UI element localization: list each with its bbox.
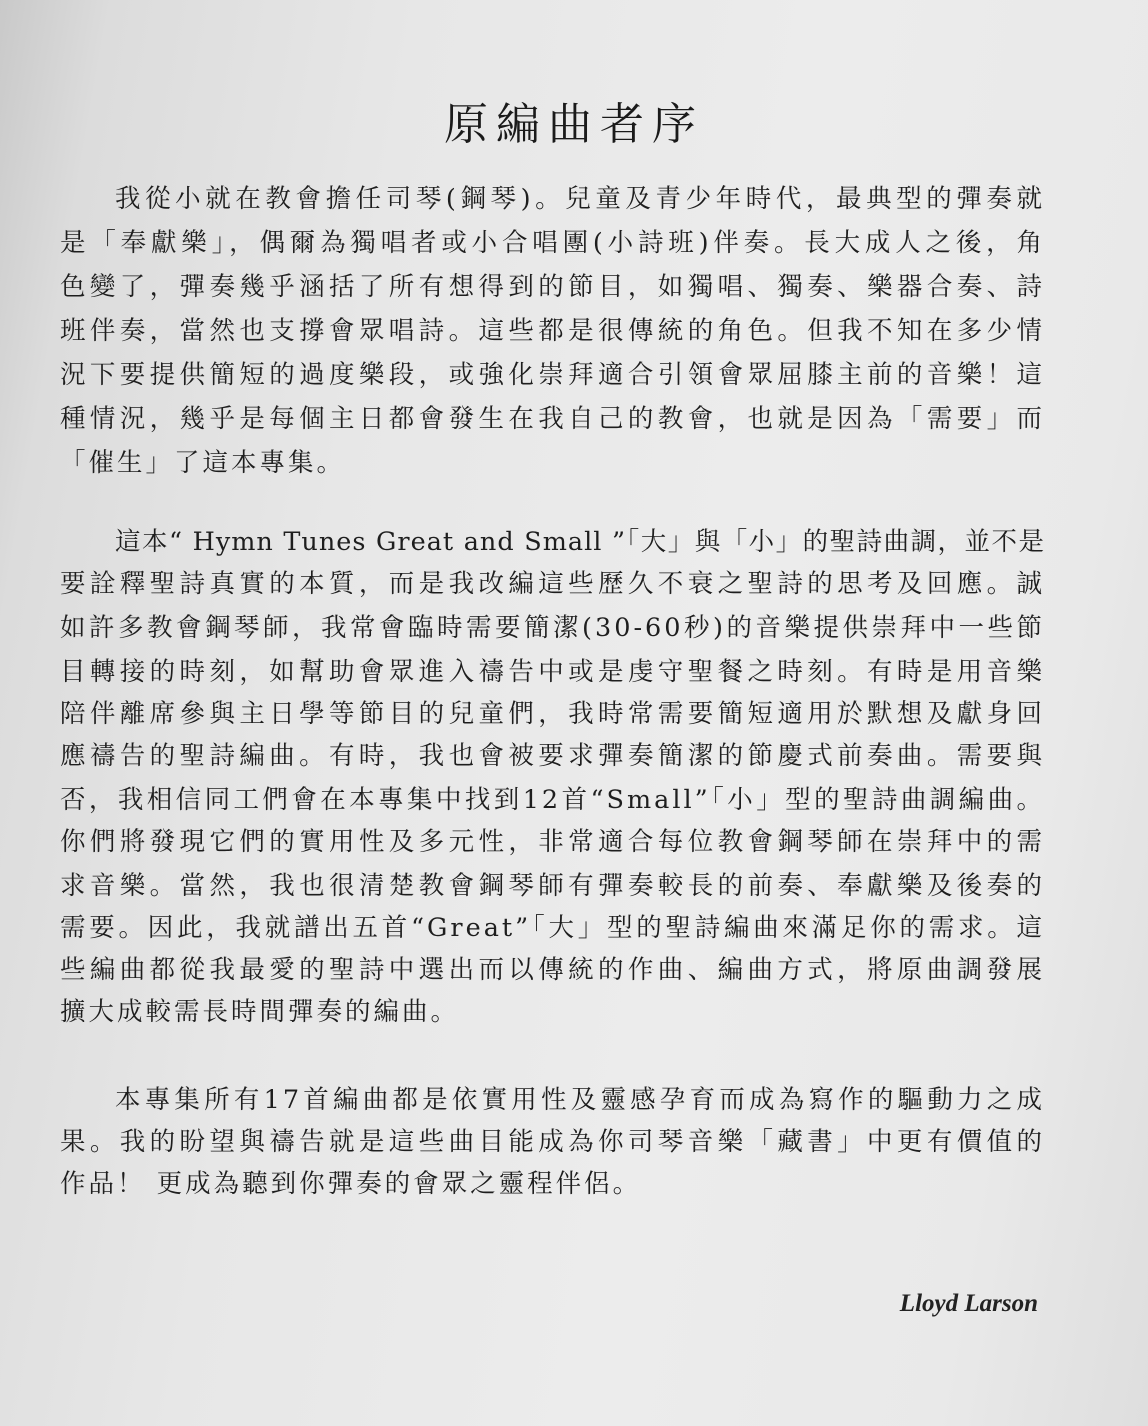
paragraph-1-line-7: 「催生」了這本專集。 [60, 448, 346, 478]
page-title: 原編曲者序 [444, 99, 704, 150]
paragraph-2-line-3: 如許多教會鋼琴師，我常會臨時需要簡潔(30-60秒)的音樂提供崇拜中一些節 [60, 613, 1045, 643]
paragraph-2-line-1: 這本“ Hymn Tunes Great and Small ”「大」與「小」的聖詩曲調，並不是 [115, 527, 1045, 557]
paragraph-2-line-8: 你們將發現它們的實用性及多元性，非常適合每位教會鋼琴師在崇拜中的需 [60, 827, 1045, 857]
paragraph-1-line-4: 班伴奏，當然也支撐會眾唱詩。這些都是很傳統的角色。但我不知在多少情 [60, 316, 1045, 346]
paragraph-2-line-10: 需要。因此，我就譜出五首“Great”「大」型的聖詩編曲來滿足你的需求。這 [60, 913, 1045, 943]
paragraph-2-line-7: 否，我相信同工們會在本專集中找到12首“Small”「小」型的聖詩曲調編曲。 [60, 785, 1045, 815]
paragraph-1-line-6: 種情況，幾乎是每個主日都會發生在我自己的教會，也就是因為「需要」而 [60, 404, 1045, 434]
paragraph-2-line-9: 求音樂。當然，我也很清楚教會鋼琴師有彈奏較長的前奏、奉獻樂及後奏的 [60, 871, 1045, 901]
paragraph-2-line-2: 要詮釋聖詩真實的本質，而是我改編這些歷久不衰之聖詩的思考及回應。誠 [60, 569, 1045, 599]
paragraph-3-line-3: 作品！ 更成為聽到你彈奏的會眾之靈程伴侶。 [60, 1169, 642, 1199]
paragraph-2-line-6: 應禱告的聖詩編曲。有時，我也會被要求彈奏簡潔的節慶式前奏曲。需要與 [60, 741, 1045, 771]
paragraph-3-line-1: 本專集所有17首編曲都是依實用性及靈感孕育而成為寫作的驅動力之成 [115, 1085, 1045, 1115]
paragraph-2-line-4: 目轉接的時刻，如幫助會眾進入禱告中或是虔守聖餐之時刻。有時是用音樂 [60, 657, 1045, 687]
paragraph-2-line-5: 陪伴離席參與主日學等節目的兒童們，我時常需要簡短適用於默想及獻身回 [60, 699, 1045, 729]
paragraph-2-line-11: 些編曲都從我最愛的聖詩中選出而以傳統的作曲、編曲方式，將原曲調發展 [60, 955, 1045, 985]
paragraph-2-line-12: 擴大成較需長時間彈奏的編曲。 [60, 997, 460, 1027]
paragraph-1-line-2: 是「奉獻樂」，偶爾為獨唱者或小合唱團(小詩班)伴奏。長大成人之後，角 [60, 228, 1045, 258]
paragraph-1-line-5: 況下要提供簡短的過度樂段，或強化崇拜適合引領會眾屈膝主前的音樂！這 [60, 360, 1045, 390]
author-signature: Lloyd Larson [899, 1290, 1038, 1317]
paragraph-1-line-3: 色變了，彈奏幾乎涵括了所有想得到的節目，如獨唱、獨奏、樂器合奏、詩 [60, 272, 1045, 302]
paragraph-3-line-2: 果。我的盼望與禱告就是這些曲目能成為你司琴音樂「藏書」中更有價值的 [60, 1127, 1045, 1157]
paragraph-1-line-1: 我從小就在教會擔任司琴(鋼琴)。兒童及青少年時代，最典型的彈奏就 [115, 184, 1045, 214]
